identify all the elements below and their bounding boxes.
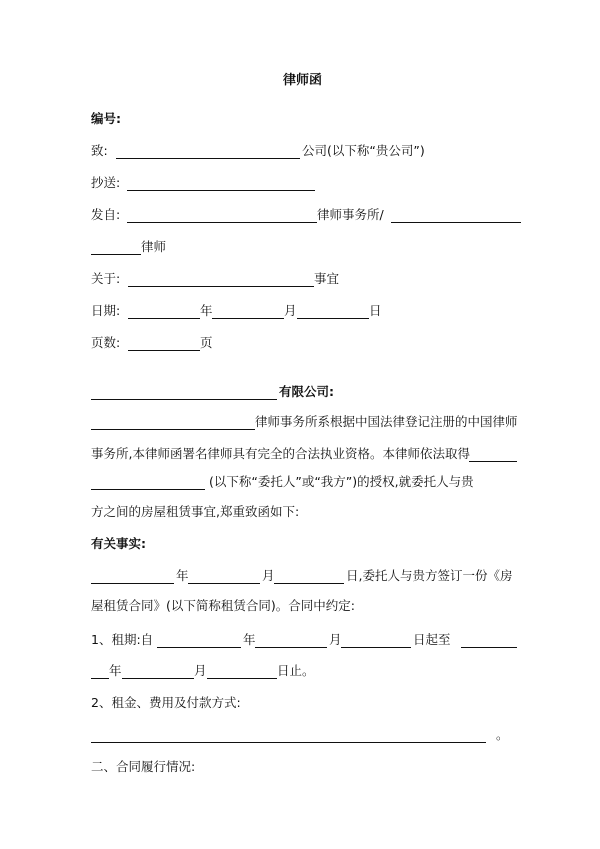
pages-label: 页数: bbox=[91, 335, 121, 350]
rent-label: 2、租金、费用及付款方式: bbox=[91, 695, 241, 710]
intro-text-3: (以下称“委托人”或“我方”)的授权,就委托人与贵 bbox=[209, 474, 474, 489]
client-blank-end[interactable] bbox=[91, 474, 205, 490]
term-start-year-blank[interactable] bbox=[157, 632, 241, 648]
date-day-label: 日 bbox=[369, 303, 382, 318]
subject-blank[interactable] bbox=[128, 271, 314, 287]
intro-text-4: 方之间的房屋租赁事宜,郑重致函如下: bbox=[91, 504, 300, 519]
term-start-month-label: 月 bbox=[329, 632, 342, 647]
cc-label: 抄送: bbox=[91, 175, 121, 190]
term-end-month-blank[interactable] bbox=[122, 663, 194, 679]
addressee-text: 有限公司: bbox=[279, 384, 334, 399]
term-start-month-blank[interactable] bbox=[255, 632, 327, 648]
term-start-day-blank[interactable] bbox=[341, 632, 411, 648]
term-prefix: 1、租期:自 bbox=[91, 632, 154, 647]
term-start-text: 日起至 bbox=[413, 632, 451, 647]
pages-unit: 页 bbox=[200, 335, 213, 350]
date-year-blank[interactable] bbox=[128, 303, 200, 319]
subject-label: 关于: bbox=[91, 271, 121, 286]
facts-year-blank[interactable] bbox=[91, 568, 174, 584]
subject-suffix: 事宜 bbox=[314, 271, 340, 286]
client-blank-start[interactable] bbox=[469, 446, 517, 462]
document-title: 律师函 bbox=[283, 73, 323, 88]
from-label: 发自: bbox=[91, 207, 121, 222]
rent-blank[interactable] bbox=[91, 727, 486, 743]
to-label: 致: bbox=[91, 143, 108, 158]
term-end-year-label: 年 bbox=[109, 663, 122, 678]
to-suffix: 公司(以下称“贵公司”) bbox=[302, 143, 425, 158]
date-year-label: 年 bbox=[200, 303, 213, 318]
facts-heading: 有关事实: bbox=[91, 536, 146, 551]
number-label: 编号: bbox=[91, 111, 121, 126]
facts-day-text: 日,委托人与贵方签订一份《房 bbox=[346, 568, 513, 583]
facts-day-blank[interactable] bbox=[274, 568, 344, 584]
term-end-month-label: 月 bbox=[194, 663, 207, 678]
firm-name-blank[interactable] bbox=[91, 414, 255, 430]
cc-blank[interactable] bbox=[127, 175, 315, 191]
from-firm-blank[interactable] bbox=[127, 207, 317, 223]
facts-year-label: 年 bbox=[176, 568, 189, 583]
term-end-day-blank[interactable] bbox=[207, 663, 277, 679]
date-label: 日期: bbox=[91, 303, 121, 318]
intro-text-1: 律师事务所系根据中国法律登记注册的中国律师 bbox=[255, 414, 518, 429]
date-month-label: 月 bbox=[284, 303, 297, 318]
term-end-year-blank-end[interactable] bbox=[91, 663, 109, 679]
term-end-year-blank-start[interactable] bbox=[461, 632, 517, 648]
intro-text-2: 事务所,本律师函署名律师具有完全的合法执业资格。本律师依法取得 bbox=[91, 446, 470, 461]
lawyer-text: 律师 bbox=[141, 239, 167, 254]
term-start-year-label: 年 bbox=[243, 632, 256, 647]
from-firm-text: 律师事务所/ bbox=[317, 207, 384, 222]
facts-text-2: 屋租赁合同》(以下简称租赁合同)。合同中约定: bbox=[91, 598, 355, 613]
to-blank[interactable] bbox=[116, 143, 300, 159]
rent-end: 。 bbox=[496, 727, 509, 742]
performance-heading: 二、合同履行情况: bbox=[91, 759, 196, 774]
pages-blank[interactable] bbox=[128, 335, 200, 351]
addressee-blank[interactable] bbox=[91, 384, 277, 400]
facts-month-blank[interactable] bbox=[188, 568, 260, 584]
from-tail-blank[interactable] bbox=[391, 207, 521, 223]
date-month-blank[interactable] bbox=[212, 303, 284, 319]
term-end-text: 日止。 bbox=[277, 663, 315, 678]
lawyer-blank[interactable] bbox=[91, 239, 141, 255]
facts-month-label: 月 bbox=[262, 568, 275, 583]
date-day-blank[interactable] bbox=[297, 303, 369, 319]
